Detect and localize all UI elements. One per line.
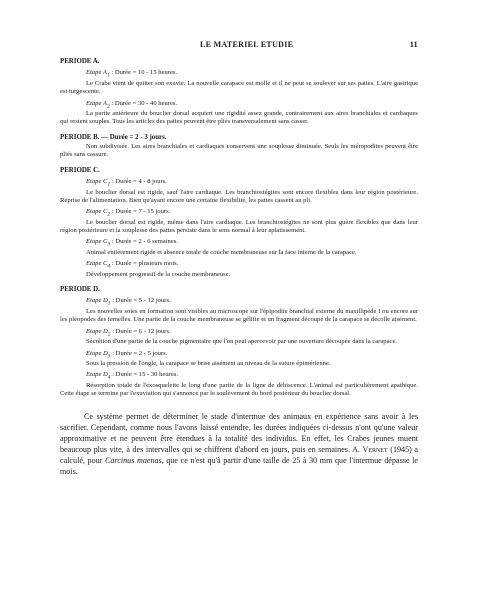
period-c-heading: PERIODE C. [60, 166, 100, 174]
stage-c2-text: Le bouclier dorsal est rigide, même dans l'aire cardiaque. Les branchiostégites ne sont plus guère flexibles que dans leur région postérieure et la souplesse des pattes persiste dans le sens normal à leur aplatissement. [60, 218, 418, 234]
stage-a1-heading: Etape $A_1$ : Durée = 10 - 15 heures. [86, 69, 178, 79]
stage-d1-text: Les nouvelles soies en formation sont visibles au microscope sur l'épipodite branchial externe du maxillipède I ou encore sur les pléopodes des femelles. Une partie de la couche membraneuse se gélifie et un fragment découpé de la carapace se décolle aisément. [60, 308, 418, 324]
period-a-heading: PERIODE A. [60, 58, 100, 65]
stage-a2-text: La partie antérieure du bouclier dorsal acquiert une rigidité assez grande, contrairement aux aires branchiales et cardiaques qui restent souples. Tous les articles des pattes peuvent être pliés transversalement sans casser. [60, 110, 418, 126]
period-b-heading: PERIODE B. — Durée = 2 - 3 jours. [60, 133, 167, 141]
period-d-heading: PERIODE D. [60, 286, 100, 294]
stage-d2-text: Sécrétion d'une partie de la couche pigmentaire que l'on peut apercevoir par une ouverture découpée dans la carapace. [86, 338, 398, 346]
stage-c3-heading: Etape $C_3$ : Durée = 2 - 6 semaines. [86, 238, 178, 248]
stage-c4-text: Développement progressif de la couche membraneuse. [86, 270, 231, 278]
author-name: Vernet [362, 444, 388, 454]
stage-d1-heading: Etape $D_1$ : Durée = 5 - 12 jours. [86, 297, 171, 307]
page-number: 11 [409, 40, 418, 49]
body-text [60, 58, 418, 477]
header-title: LE MATERIEL ETUDIE [200, 40, 294, 49]
stage-c1-text: Le bouclier dorsal est rigide, sauf l'aire cardiaque. Les branchiostégites sont encore flexibles dans leur région postérieure. Reprise de l'alimentation. Bien qu'ayant encore une certaine flexibilité, les pattes cassent au pli. [60, 188, 418, 204]
stage-c2-heading: Etape $C_2$ : Durée = 7 - 15 jours. [86, 208, 171, 218]
stage-d3-heading: Etape $D_3$ : Durée = 2 - 5 jours. [86, 349, 168, 359]
concluding-paragraph: Ce système permet de déterminer le stade d'intermue des animaux en expérience sans avoir à les sacrifier. Cependant, comme nous l'avons laissé entendre, les durées indiquées ci-dessus n'ont qu'une valeur approximative et ne peuvent être étendues à la totalité des individus. En effet, les Crabes jeunes muent beaucoup plus vite, à des intervalles qui se chiffrent d'abord en jours, puis en semaines. A. Vernet (1945) a calculé, pour Carcinus maenas, que ce n'est qu'à partir d'une taille de 25 à 30 mm que l'intermue dépasse le mois. [60, 411, 418, 476]
stage-a1-text: Le Crabe vient de quitter son exuvie. La nouvelle carapace est molle et il ne peut se soulever sur ses pattes. L'aire gastrique est turgescente. [60, 79, 418, 96]
stage-d4-text: Résorption totale de l'exosquelette le long d'une partie de la ligne de déhiscence. L'animal est particulièrement apathique. Cette étape se termine par l'exuviation qui s'annonce par le soulèvement du bord postérieur du bouclier dorsal. [60, 382, 418, 398]
stage-c3-text: Animal entièrement rigide et absence totale de couche membraneuse sur la face interne de la carapace. [86, 248, 357, 256]
stage-d3-text: Sous la pression de l'ongle, la carapace se brise aisément au niveau de la suture épimérienne. [86, 360, 331, 368]
stage-d4-heading: Etape $D_4$ : Durée = 15 - 30 heures. [86, 371, 178, 381]
stage-c1-heading: Etape $C_1$ : Durée = 4 - 8 jours. [86, 177, 168, 188]
stage-c4-heading: Etape $C_4$ : Durée = plusieurs mois. [86, 260, 179, 270]
species-name: Carcinus maenas [104, 455, 162, 465]
period-b-text: Non subdivisée. Les aires branchiales et cardiaques conservent une souplesse diminuée. Seuls les méropodites peuvent être pliés sans cassure. [60, 143, 418, 159]
stage-a2-heading: Etape $A_2$ : Durée = 30 - 40 heures. [86, 99, 178, 109]
stage-d2-heading: Etape $D_2$ : Durée = 6 - 12 jours. [86, 327, 171, 337]
